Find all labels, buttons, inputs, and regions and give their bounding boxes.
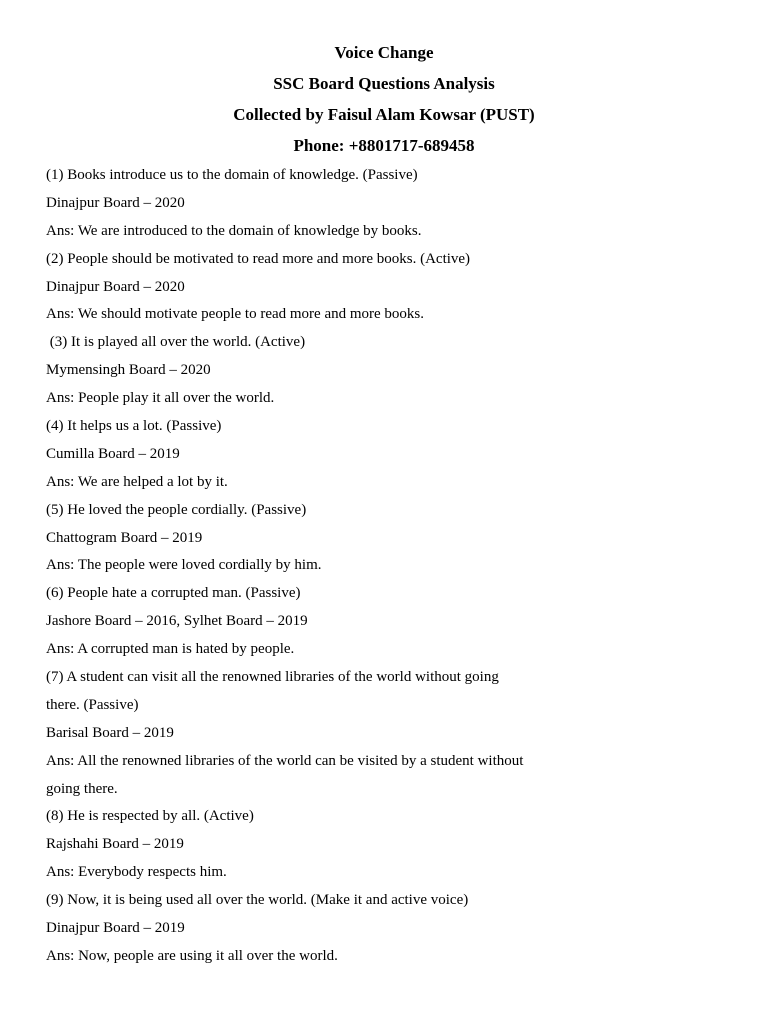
answer-line: Ans: We should motivate people to read more and more books. bbox=[46, 306, 425, 323]
board-line: Cumilla Board – 2019 bbox=[46, 445, 180, 462]
document-header bbox=[0, 40, 768, 164]
question-line: (9) Now, it is being used all over the world. (Make it and active voice) bbox=[46, 892, 469, 909]
question-line-continued: there. (Passive) bbox=[46, 696, 139, 713]
question-line: (4) It helps us a lot. (Passive) bbox=[46, 418, 222, 435]
answer-line: Ans: We are helped a lot by it. bbox=[46, 473, 228, 490]
board-line: Jashore Board – 2016, Sylhet Board – 2019 bbox=[46, 613, 308, 630]
question-line: (1) Books introduce us to the domain of knowledge. (Passive) bbox=[46, 167, 418, 183]
board-line: Mymensingh Board – 2020 bbox=[46, 362, 211, 379]
answer-line: Ans: A corrupted man is hated by people. bbox=[46, 641, 295, 658]
answer-line: Ans: Everybody respects him. bbox=[46, 864, 227, 881]
question-line: (6) People hate a corrupted man. (Passive) bbox=[46, 585, 301, 602]
board-line: Dinajpur Board – 2020 bbox=[46, 194, 185, 211]
board-line: Barisal Board – 2019 bbox=[46, 724, 174, 741]
answer-line-continued: going there. bbox=[46, 780, 118, 797]
question-line: (8) He is respected by all. (Active) bbox=[46, 808, 254, 825]
board-line: Dinajpur Board – 2020 bbox=[46, 278, 185, 295]
question-line: (3) It is played all over the world. (Active) bbox=[46, 334, 306, 351]
board-line: Chattogram Board – 2019 bbox=[46, 529, 203, 546]
question-line: (5) He loved the people cordially. (Passive) bbox=[46, 501, 307, 518]
answer-line: Ans: We are introduced to the domain of knowledge by books. bbox=[46, 222, 422, 239]
answer-line: Ans: All the renowned libraries of the world can be visited by a student without bbox=[46, 752, 524, 769]
document-title: Voice Change bbox=[334, 43, 434, 62]
question-list bbox=[46, 162, 726, 971]
question-line: (7) A student can visit all the renowned libraries of the world without going bbox=[46, 669, 499, 686]
answer-line: Ans: Now, people are using it all over the world. bbox=[46, 947, 338, 964]
board-line: Rajshahi Board – 2019 bbox=[46, 836, 184, 853]
answer-line: Ans: The people were loved cordially by him. bbox=[46, 557, 322, 574]
board-line: Dinajpur Board – 2019 bbox=[46, 920, 185, 937]
phone-number: Phone: +8801717-689458 bbox=[293, 136, 475, 155]
question-line: (2) People should be motivated to read more and more books. (Active) bbox=[46, 250, 471, 267]
document-subtitle: SSC Board Questions Analysis bbox=[273, 74, 495, 93]
answer-line: Ans: People play it all over the world. bbox=[46, 390, 275, 407]
collector-credit: Collected by Faisul Alam Kowsar (PUST) bbox=[233, 105, 535, 124]
